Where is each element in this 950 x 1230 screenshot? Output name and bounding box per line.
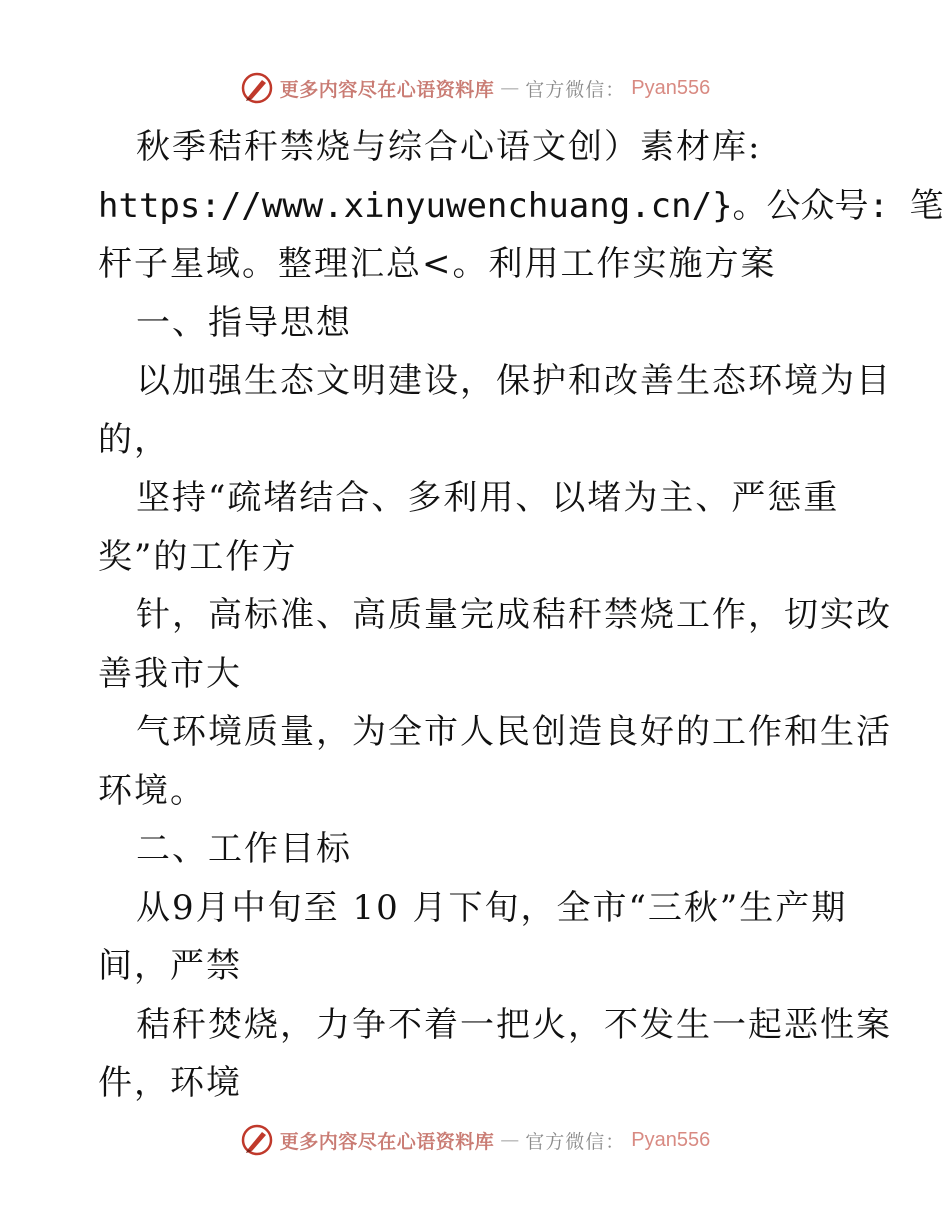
footer-watermark (0, 1120, 950, 1160)
watermark-separator: — (500, 77, 520, 99)
text-line: 杆子星域。整理汇总<。利用工作实施方案 (98, 244, 777, 284)
text-line: 坚持“疏堵结合、多利用、以堵为主、严惩重 (136, 478, 840, 518)
text-line: 奖”的工作方 (98, 536, 298, 577)
watermark-contact-id: Pyan556 (631, 76, 711, 99)
text-line: 二、工作目标 (136, 829, 352, 869)
text-line: 件，环境 (98, 1063, 242, 1103)
text-line: 气环境质量，为全市人民创造良好的工作和生活 (136, 712, 892, 752)
text-line: 的， (98, 419, 170, 460)
watermark-contact-label: 官方微信： (525, 78, 626, 101)
text-line: 间，严禁 (98, 946, 242, 986)
pen-logo-icon (240, 1123, 274, 1157)
watermark-contact-label: 官方微信： (525, 1130, 626, 1153)
text-line: https://www.xinyuwenchuang.cn/}。公众号: 笔 (98, 185, 944, 226)
text-line: 一、指导思想 (136, 302, 352, 343)
pen-logo-icon (240, 71, 274, 105)
text-line: 善我市大 (98, 653, 242, 694)
text-line: 环境。 (98, 770, 206, 811)
watermark-text: 更多内容尽在心语资料库 (279, 78, 495, 101)
text-line: 针，高标准、高质量完成秸秆禁烧工作，切实改 (136, 595, 892, 635)
watermark-text: 更多内容尽在心语资料库 (279, 1130, 495, 1153)
text-line: 以加强生态文明建设，保护和改善生态环境为目 (136, 361, 892, 401)
text-line: 秸秆焚烧，力争不着一把火，不发生一起恶性案 (136, 1004, 892, 1045)
header-watermark (0, 68, 950, 108)
text-line: 秋季秸秆禁烧与综合心语文创）素材库: (136, 127, 762, 167)
watermark-contact-id: Pyan556 (631, 1128, 711, 1151)
document-body (98, 118, 944, 1113)
text-line: 从9月中旬至 10 月下旬，全市“三秋”生产期 (136, 887, 848, 928)
watermark-separator: — (500, 1129, 520, 1151)
